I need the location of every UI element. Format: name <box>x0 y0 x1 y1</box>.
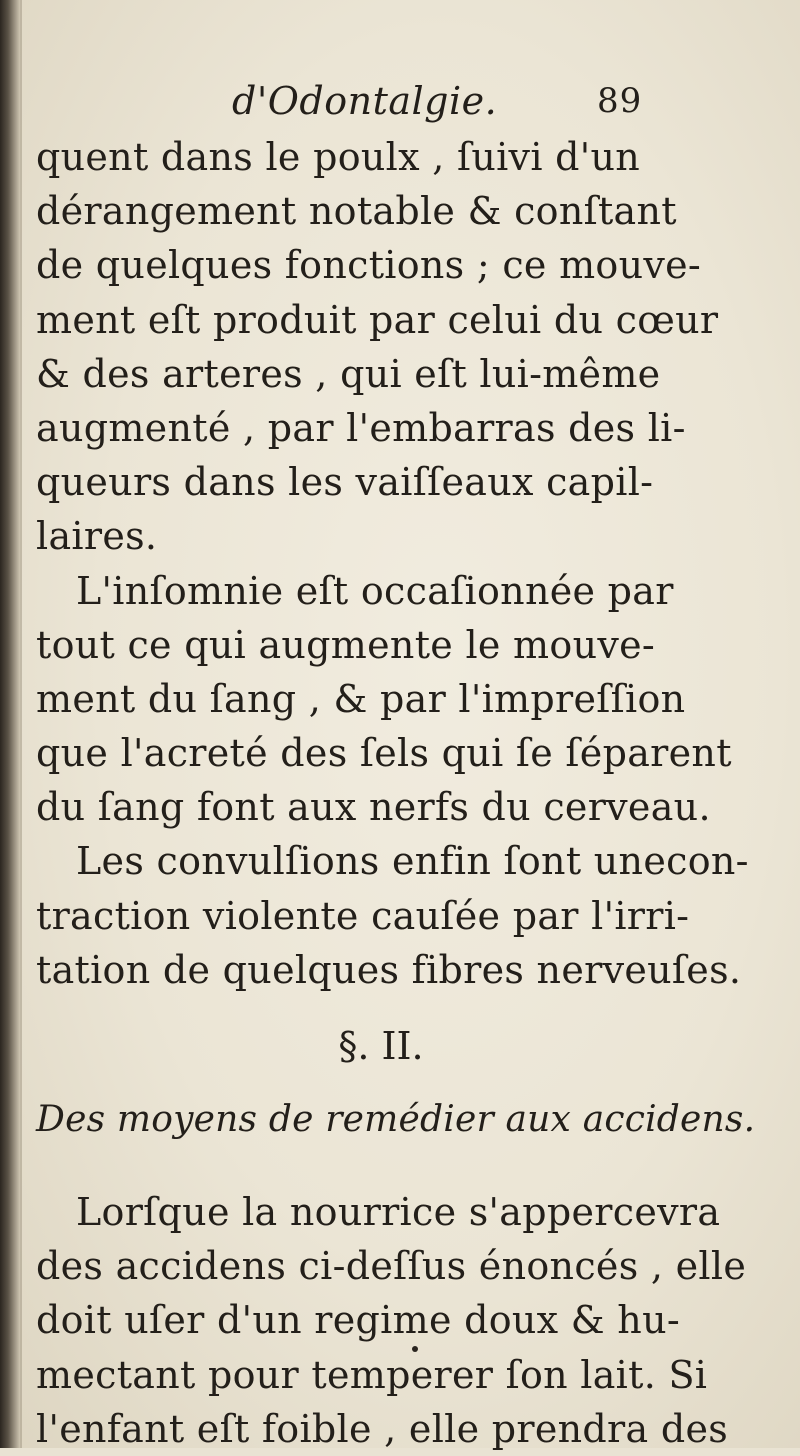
text-line: quent dans le poulx , ſuivi d'un <box>36 135 641 179</box>
text-line: ment du ſang , & par l'impreſſion <box>36 676 686 721</box>
binding-gutter <box>0 0 20 1448</box>
text-line: l'enfant eſt foible , elle prendra des <box>36 1406 729 1451</box>
section-title: Des moyens de remédier aux accidens. <box>36 1099 756 1140</box>
paragraph-1 <box>36 130 719 564</box>
text-line: traction violente cauſée par l'irri- <box>36 893 690 938</box>
text-line: augmenté , par l'embarras des li- <box>36 405 686 450</box>
running-head: d'Odontalgie. <box>232 79 498 123</box>
text-line: ment eſt produit par celui du cœur <box>36 297 719 342</box>
gutter-edge <box>20 0 22 1448</box>
text-line: du ſang font aux nerfs du cerveau. <box>36 785 711 830</box>
text-line: tation de quelques fibres nerveuſes. <box>36 947 742 992</box>
text-line: doit uſer d'un regime doux & hu- <box>36 1298 680 1343</box>
text-line: des accidens ci-deſſus énoncés , elle <box>36 1244 747 1289</box>
text-line: Lorſque la nourrice s'appercevra <box>76 1190 721 1234</box>
text-line: tout ce qui augmente le mouve- <box>36 622 656 667</box>
text-line: Les convulſions enfin ſont unecon- <box>76 839 749 884</box>
text-line: queurs dans les vaiſſeaux capil- <box>36 460 654 505</box>
text-line: & des arteres , qui eſt lui-même <box>36 351 661 396</box>
text-line: mectant pour temperer ſon lait. Si <box>36 1352 708 1397</box>
paragraph-4 <box>36 1185 747 1456</box>
spacer <box>36 1147 696 1185</box>
page-header <box>0 78 800 128</box>
text-line: dérangement notable & conſtant <box>36 189 677 234</box>
text-line: L'inſomnie eſt occaſionnée par <box>76 568 674 613</box>
text-line: que l'acreté des ſels qui ſe ſéparent <box>36 731 732 776</box>
paragraph-3 <box>36 834 749 997</box>
paragraph-2 <box>36 564 732 835</box>
body-text <box>36 130 756 1456</box>
text-line: de quelques fonctions ; ce mouve- <box>36 243 702 288</box>
text-line: laires. <box>36 514 158 559</box>
section-number: §. II. <box>338 1024 424 1068</box>
page-number: 89 <box>597 81 643 121</box>
ink-dot <box>412 1346 418 1352</box>
